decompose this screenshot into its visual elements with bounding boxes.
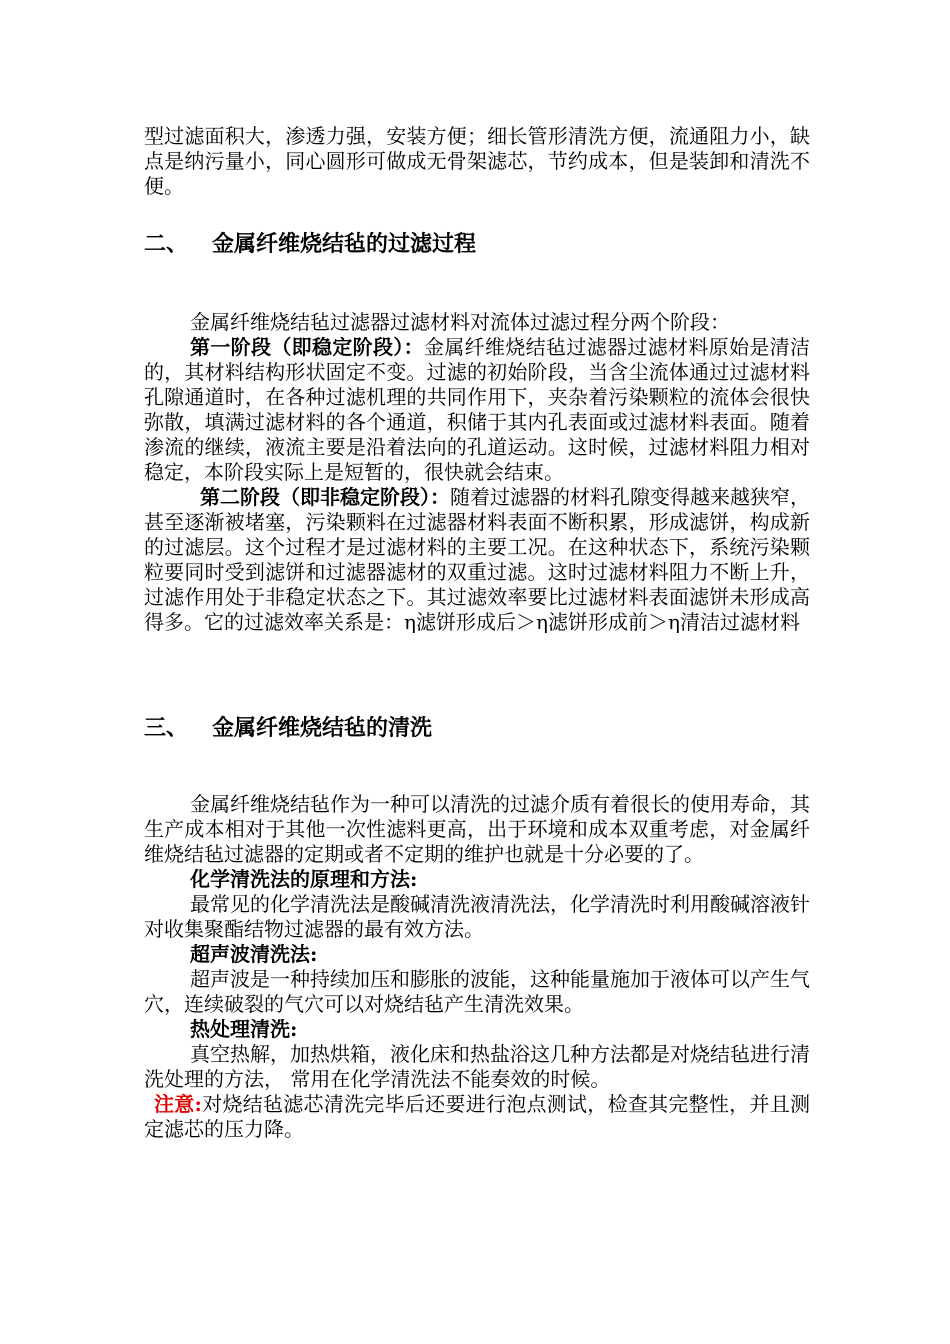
heat-clean-title: 热处理清洗:: [190, 1017, 298, 1041]
section-2-body: [144, 310, 810, 635]
section-2-number: 二、: [144, 232, 189, 257]
section-3-title: 金属纤维烧结毡的清洗: [212, 716, 433, 741]
stage-1-text: 金属纤维烧结毡过滤器过滤材料原始是清洁的，其材料结构形状固定不变。过滤的初始阶段，当含尘流体通过过滤材料孔隙通道时，在各种过滤机理的共同作用下，夹杂着污染颗粒的流体会很快弥散，填满过滤材料的各个通道，积储于其内孔表面或过滤材料表面。随着渗流的继续，液流主要是沿着法向的孔道运动。这时候，过滤材料阻力相对稳定，本阶段实际上是短暂的，很快就会结束。: [144, 335, 810, 484]
section-2-heading: [144, 231, 810, 259]
stage-1-paragraph: [144, 335, 810, 485]
intro-paragraph-block: [144, 124, 810, 199]
section-3-heading: [144, 715, 810, 743]
section-3-number: 三、: [144, 716, 189, 741]
intro-paragraph: 型过滤面积大，渗透力强，安装方便；细长管形清洗方便，流通阻力小，缺点是纳污量小，同心圆形可做成无骨架滤芯，节约成本，但是装卸和清洗不便。: [144, 124, 810, 198]
section-2-title: 金属纤维烧结毡的过滤过程: [212, 232, 477, 257]
heat-clean-text: 真空热解，加热烘箱，液化床和热盐浴这几种方法都是对烧结毡进行清洗处理的方法， 常用在化学清洗法不能奏效的时候。: [144, 1042, 810, 1091]
chem-clean-title: 化学清洗法的原理和方法:: [190, 867, 418, 891]
note-label: 注意:: [154, 1092, 202, 1116]
chem-clean-text: 最常见的化学清洗法是酸碱清洗液清洗法，化学清洗时利用酸碱溶液针对收集聚酯结物过滤器的最有效方法。: [144, 892, 810, 941]
section-3-body: [144, 792, 810, 1142]
stage-2-text: 随着过滤器的材料孔隙变得越来越狭窄，甚至逐渐被堵塞，污染颗料在过滤器材料表面不断积累，形成滤饼，构成新的过滤层。这个过程才是过滤材料的主要工况。在这种状态下，系统污染颗粒要同时受到滤饼和过滤器滤材的双重过滤。这时过滤材料阻力不断上升，过滤作用处于非稳定状态之下。其过滤效率要比过滤材料表面滤饼未形成高得多。它的过滤效率关系是：η滤饼形成后＞η滤饼形成前＞η清洁过滤材料: [144, 485, 810, 634]
note-paragraph: [144, 1092, 810, 1142]
ultrasonic-clean-text: 超声波是一种持续加压和膨胀的波能，这种能量施加于液体可以产生气穴，连续破裂的气穴可以对烧结毡产生清洗效果。: [144, 967, 810, 1016]
stage-2-label: 第二阶段（即非稳定阶段）：: [200, 485, 450, 509]
note-text: 对烧结毡滤芯清洗完毕后还要进行泡点测试，检查其完整性，并且测定滤芯的压力降。: [144, 1092, 810, 1141]
ultrasonic-clean-title: 超声波清洗法:: [190, 942, 318, 966]
stage-2-paragraph: [144, 485, 810, 635]
stage-1-label: 第一阶段（即稳定阶段）：: [190, 335, 424, 359]
section-3-lead: 金属纤维烧结毡作为一种可以清洗的过滤介质有着很长的使用寿命，其生产成本相对于其他一次性滤料更高，出于环境和成本双重考虑，对金属纤维烧结毡过滤器的定期或者不定期的维护也就是十分必要的了。: [144, 792, 810, 866]
section-2-lead: 金属纤维烧结毡过滤器过滤材料对流体过滤过程分两个阶段：: [190, 310, 730, 334]
